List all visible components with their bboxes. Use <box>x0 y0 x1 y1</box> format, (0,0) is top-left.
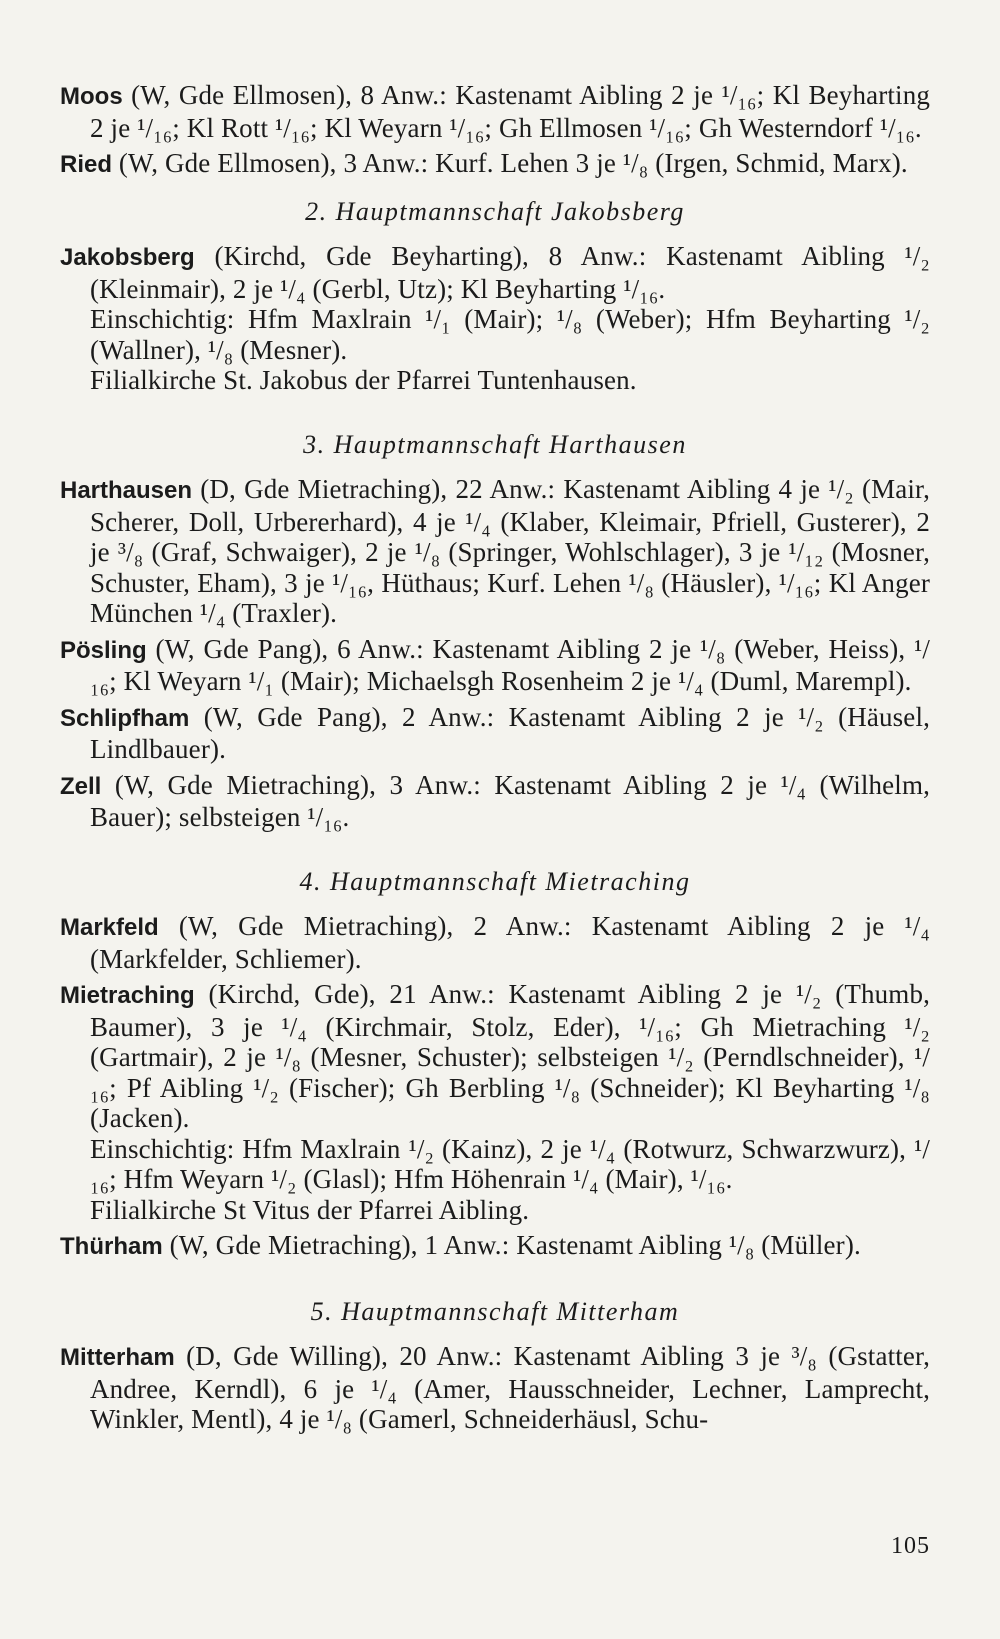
entry-name: Moos <box>60 83 123 110</box>
entry-name: Jakobsberg <box>60 244 195 271</box>
entry-moos <box>60 80 930 143</box>
entry-name: Zell <box>60 772 102 800</box>
section-heading: 4. Hauptmannschaft Mietraching <box>299 866 691 896</box>
entry-name: Ried <box>60 151 113 178</box>
entry-schlipfham <box>60 702 930 765</box>
section-heading: 2. Hauptmannschaft Jakobsberg <box>305 196 685 226</box>
entry-text: (D, Gde Willing), 20 Anw.: Kastenamt Aibling 3 je ³/₈ (Gstatter, Andree, Kerndl), 6 je ¹/₄ (Amer, Hausschneider, Lechner, Lamprecht, Winkler, Mentl), 4 je ¹/₈ (Gamerl, Schneiderhäusl, Schu- <box>90 1341 930 1434</box>
entry-markfeld <box>60 911 930 974</box>
entry-text: (W, Gde Mietraching), 1 Anw.: Kastenamt Aibling ¹/₈ (Müller). <box>162 1230 861 1260</box>
entry-name: Schlipfham <box>60 704 190 732</box>
entry-text: (W, Gde Ellmosen), 8 Anw.: Kastenamt Aibling 2 je ¹/₁₆; Kl Beyharting 2 je ¹/₁₆; Kl Rott ¹/₁₆; Kl Weyarn ¹/₁₆; Gh Ellmosen ¹/₁₆; Gh Westerndorf ¹/₁₆. <box>90 80 930 143</box>
entry-name: Thürham <box>60 1233 163 1260</box>
entry-thuerham <box>60 1230 930 1263</box>
entry-extra-line: Einschichtig: Hfm Maxlrain ¹/₁ (Mair); ¹/₈ (Weber); Hfm Beyharting ¹/₂ (Wallner), ¹/₈ (Mesner). <box>90 304 930 365</box>
entry-extra-line: Filialkirche St Vitus der Pfarrei Aibling. <box>90 1194 530 1225</box>
entry-harthausen <box>60 474 930 629</box>
entry-text: (Kirchd, Gde), 21 Anw.: Kastenamt Aibling 2 je ¹/₂ (Thumb, Baumer), 3 je ¹/₄ (Kirchmair, Stolz, Eder), ¹/₁₆; Gh Mietraching ¹/₂ (Gartmair), 2 je ¹/₈ (Mesner, Schuster); selbsteigen ¹/₂ (Perndlschneider), ¹/₁₆; Pf Aibling ¹/₂ (Fischer); Gh Berbling ¹/₈ (Schneider); Kl Beyharting ¹/₈ (Jacken). <box>90 979 930 1133</box>
entry-extra-line: Filialkirche St. Jakobus der Pfarrei Tuntenhausen. <box>90 365 637 395</box>
entry-text: (Kirchd, Gde Beyharting), 8 Anw.: Kastenamt Aibling ¹/₂ (Kleinmair), 2 je ¹/₄ (Gerbl, Utz); Kl Beyharting ¹/₁₆. <box>90 241 930 304</box>
entry-name: Mitterham <box>60 1344 175 1371</box>
entry-mietraching <box>60 979 930 1225</box>
entry-name: Markfeld <box>60 914 159 941</box>
entry-name: Harthausen <box>60 477 193 504</box>
entry-name: Mietraching <box>60 982 195 1009</box>
section-heading: 5. Hauptmannschaft Mitterham <box>310 1296 680 1326</box>
entry-text: (W, Gde Pang), 6 Anw.: Kastenamt Aibling 2 je ¹/₈ (Weber, Heiss), ¹/₁₆; Kl Weyarn ¹/₁ (Mair); Michaelsgh Rosenheim 2 je ¹/₄ (Duml, Marempl). <box>90 633 930 696</box>
entry-text: (W, Gde Mietraching), 3 Anw.: Kastenamt Aibling 2 je ¹/₄ (Wilhelm, Bauer); selbsteigen ¹/₁₆. <box>90 769 930 832</box>
entry-text: (W, Gde Mietraching), 2 Anw.: Kastenamt Aibling 2 je ¹/₄ (Markfelder, Schliemer). <box>90 911 930 974</box>
entry-zell <box>60 770 930 833</box>
entry-ried <box>60 148 930 181</box>
entry-poesling <box>60 634 930 697</box>
entry-text: (W, Gde Pang), 2 Anw.: Kastenamt Aibling 2 je ¹/₂ (Häusel, Lindlbauer). <box>90 701 930 764</box>
entry-extra-line: Einschichtig: Hfm Maxlrain ¹/₂ (Kainz), 2 je ¹/₄ (Rotwurz, Schwarzwurz), ¹/₁₆; Hfm Weyarn ¹/₂ (Glasl); Hfm Höhenrain ¹/₄ (Mair), ¹/₁₆. <box>90 1133 930 1194</box>
entry-mitterham <box>60 1341 930 1435</box>
entry-jakobsberg <box>60 241 930 396</box>
entry-name: Pösling <box>60 636 147 664</box>
entry-text: (D, Gde Mietraching), 22 Anw.: Kastenamt Aibling 4 je ¹/₂ (Mair, Scherer, Doll, Urbererhard), 4 je ¹/₄ (Klaber, Kleimair, Pfriell, Gusterer), 2 je ³/₈ (Graf, Schwaiger), 2 je ¹/₈ (Springer, Wohlschlager), 3 je ¹/₁₂ (Mosner, Schuster, Eham), 3 je ¹/₁₆, Hüthaus; Kurf. Lehen ¹/₈ (Häusler), ¹/₁₆; Kl Anger München ¹/₄ (Traxler). <box>90 474 930 628</box>
entry-text: (W, Gde Ellmosen), 3 Anw.: Kurf. Lehen 3 je ¹/₈ (Irgen, Schmid, Marx). <box>112 148 908 178</box>
section-heading: 3. Hauptmannschaft Harthausen <box>303 429 687 459</box>
page-number: 105 <box>891 1533 930 1559</box>
